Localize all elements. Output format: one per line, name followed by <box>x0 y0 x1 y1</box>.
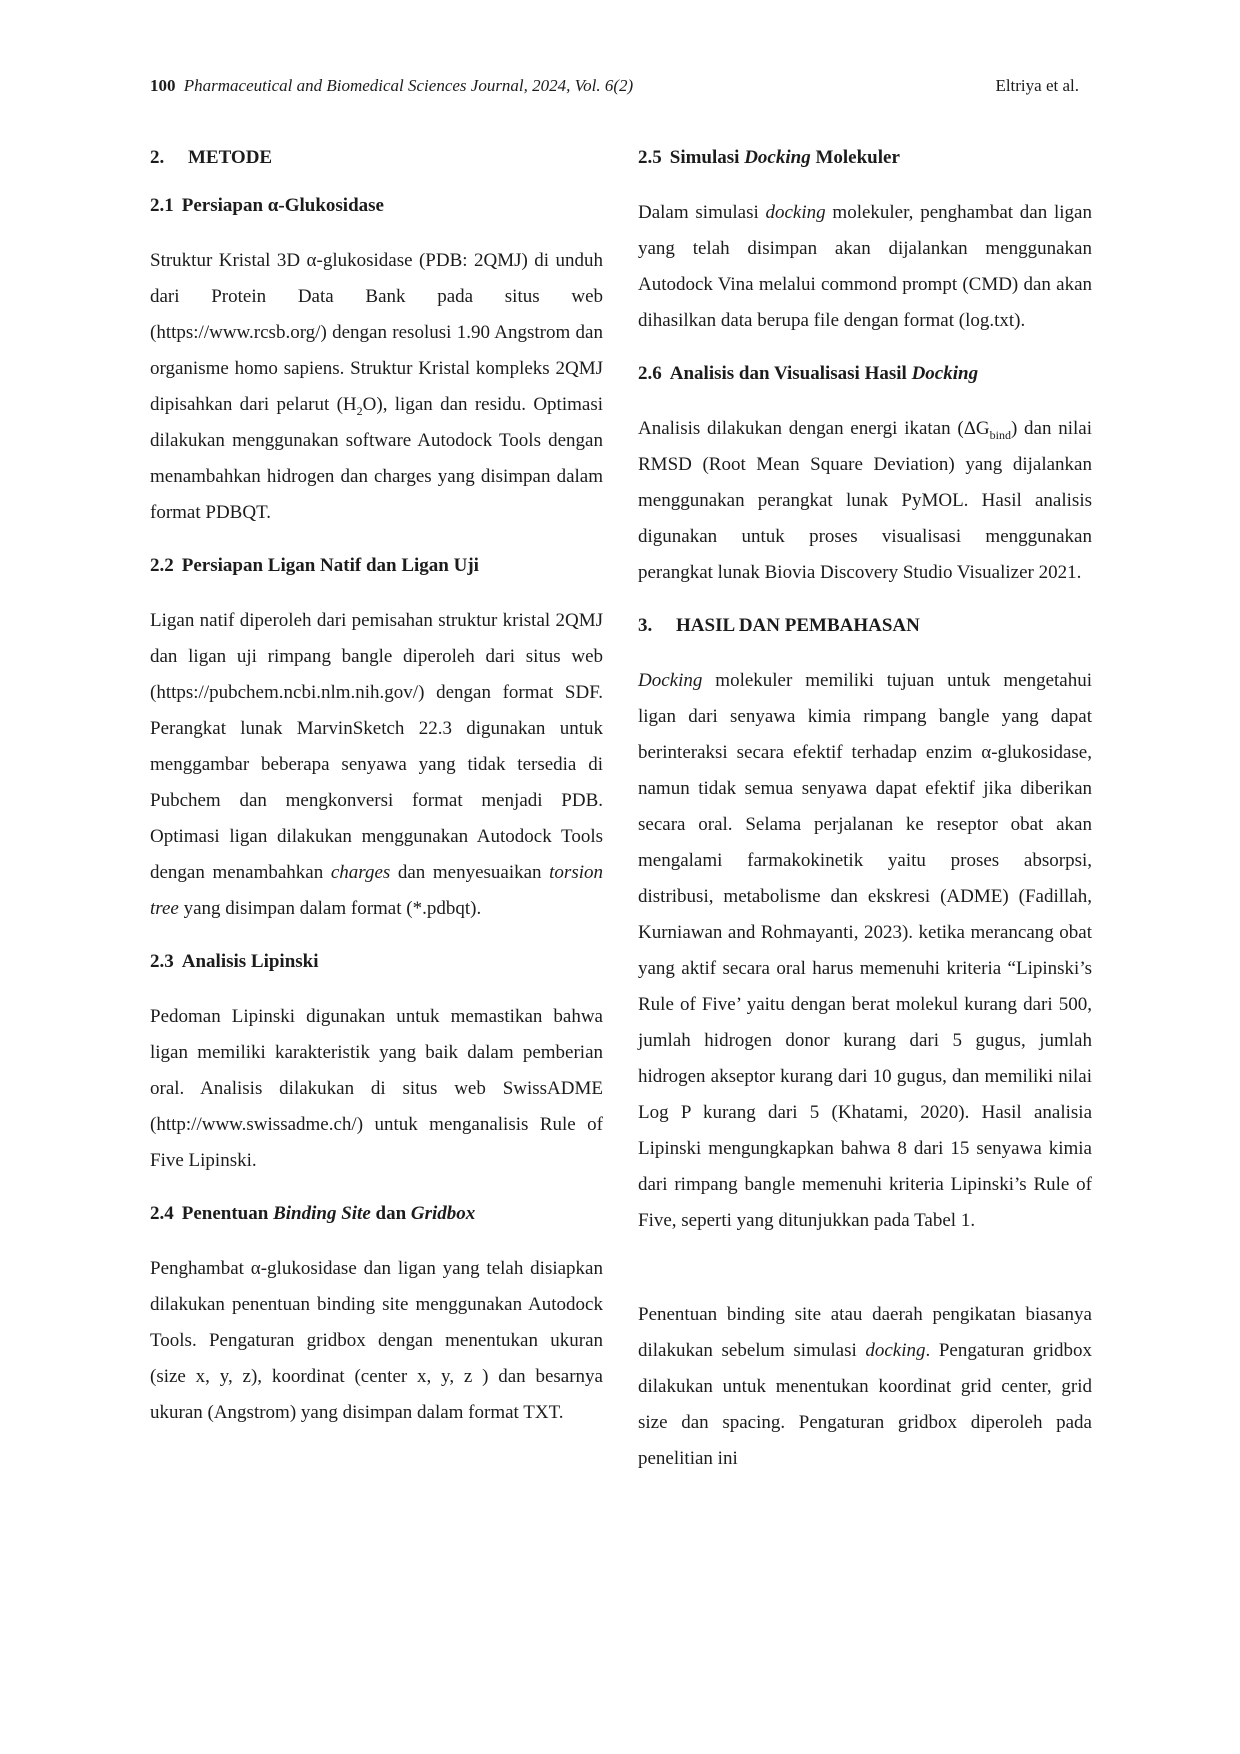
subsection-heading-2-4: 2.4 Penentuan Binding Site dan Gridbox <box>150 1203 476 1224</box>
subsection-heading-2-1: 2.1 Persiapan α-Glukosidase <box>150 195 384 216</box>
paragraph-2-6: Analisis dilakukan dengan energi ikatan $(\Delta G_{bind})$ dan nilai RMSD (Root Mean Square Deviation) yang dijalankan menggunakan perangkat lunak PyMOL. Hasil analisis digunakan untuk proses visualisasi menggunakan perangkat lunak Biovia Discovery Studio Visualizer 2021. <box>638 418 1093 583</box>
section-heading-hasil: 3. HASIL DAN PEMBAHASAN <box>638 615 920 636</box>
running-header <box>150 74 1079 98</box>
paragraph-2-4: Penghambat α-glukosidase dan ligan yang telah disiapkan dilakukan penentuan binding site menggunakan Autodock Tools. Pengaturan gridbox dengan menentukan ukuran (size x, y, z), koordinat (center x, y, z ) dan besarnya ukuran (Angstrom) yang disimpan dalam format TXT. <box>150 1258 603 1423</box>
paragraph-2-3: Pedoman Lipinski digunakan untuk memastikan bahwa ligan memiliki karakteristik yang baik dalam pemberian oral. Analisis dilakukan di situs web SwissADME (http://www.swissadme.ch/) untuk menganalisis Rule of Five Lipinski. <box>150 1006 603 1171</box>
page-number: 100 <box>150 76 176 95</box>
section-heading-metode: 2. METODE <box>150 147 273 168</box>
subsection-heading-2-6: 2.6 Analisis dan Visualisasi Hasil Docking <box>638 363 979 384</box>
left-column <box>150 145 603 1431</box>
running-authors: Eltriya et al. <box>995 76 1079 95</box>
paragraph-2-1: Struktur Kristal 3D α-glukosidase (PDB: 2QMJ) di unduh dari Protein Data Bank pada situs web (https://www.rcsb.org/) dengan resolusi 1.90 Angstrom dan organisme homo sapiens. Struktur Kristal kompleks 2QMJ dipisahkan dari pelarut $(H_2O)$, ligan dan residu. Optimasi dilakukan menggunakan software Autodock Tools dengan menambahkan hidrogen dan charges yang disimpan dalam format PDBQT. <box>150 250 604 523</box>
paragraph-3-1: Docking molekuler memiliki tujuan untuk mengetahui ligan dari senyawa kimia rimpang bangle yang dapat berinteraksi secara efektif terhadap enzim α-glukosidase, namun tidak semua senyawa dapat efektif jika diberikan secara oral. Selama perjalanan ke reseptor obat akan mengalami farmakokinetik yaitu proses absorpsi, distribusi, metabolisme dan ekskresi (ADME) (Fadillah, Kurniawan and Rohmayanti, 2023). ketika merancang obat yang aktif secara oral harus memenuhi kriteria “Lipinski’s Rule of Five’ yaitu dengan berat molekul kurang dari 500, jumlah hidrogen donor kurang dari 5 gugus, jumlah hidrogen akseptor kurang dari 10 gugus, dan memiliki nilai Log P kurang dari 5 (Khatami, 2020). Hasil analisia Lipinski mengungkapkan bahwa 8 dari 15 senyawa kimia dari rimpang bangle memenuhi kriteria Lipinski’s Rule of Five, seperti yang ditunjukkan pada Tabel 1. <box>638 670 1092 1231</box>
subsection-heading-2-2: 2.2 Persiapan Ligan Natif dan Ligan Uji <box>150 555 479 576</box>
subsection-heading-2-3: 2.3 Analisis Lipinski <box>150 951 319 972</box>
subsection-heading-2-5: 2.5 Simulasi Docking Molekuler <box>638 147 900 168</box>
paragraph-2-5: Dalam simulasi docking molekuler, penghambat dan ligan yang telah disimpan akan dijalankan menggunakan Autodock Vina melalui commond prompt (CMD) dan akan dihasilkan data berupa file dengan format (log.txt). <box>638 202 1092 331</box>
journal-citation: Pharmaceutical and Biomedical Sciences Journal, 2024, Vol. 6(2) <box>183 76 634 95</box>
right-column <box>638 145 1092 1477</box>
paragraph-3-2: Penentuan binding site atau daerah pengikatan biasanya dilakukan sebelum simulasi docking. Pengaturan gridbox dilakukan untuk menentukan koordinat grid center, grid size dan spacing. Pengaturan gridbox diperoleh pada penelitian ini <box>638 1304 1093 1469</box>
paragraph-2-2: Ligan natif diperoleh dari pemisahan struktur kristal 2QMJ dan ligan uji rimpang bangle diperoleh dari situs web (https://pubchem.ncbi.nlm.nih.gov/) dengan format SDF. Perangkat lunak MarvinSketch 22.3 digunakan untuk menggambar beberapa senyawa yang tidak tersedia di Pubchem dan mengkonversi format menjadi PDB. Optimasi ligan dilakukan menggunakan Autodock Tools dengan menambahkan charges dan menyesuaikan torsion tree yang disimpan dalam format (*.pdbqt). <box>150 610 604 919</box>
